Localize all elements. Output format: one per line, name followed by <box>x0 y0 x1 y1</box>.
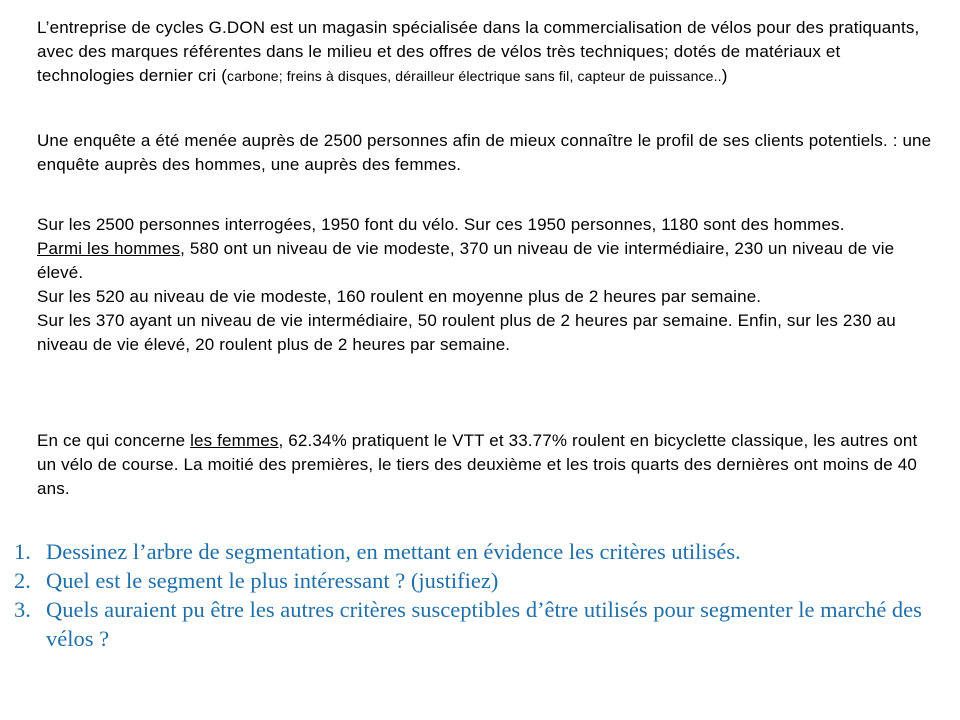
question-text: Dessinez l’arbre de segmentation, en mettant en évidence les critères utilisés. <box>46 539 741 564</box>
men-underline: Parmi les hommes <box>37 239 181 258</box>
intro-detail: carbone; freins à disques, dérailleur électrique sans fil, capteur de puissance.. <box>227 68 722 84</box>
question-text: Quel est le segment le plus intéressant ? (justifiez) <box>46 568 499 593</box>
women-before: En ce qui concerne <box>37 431 191 450</box>
intro-text: L’entreprise de cycles G.DON est un magasin spécialisée dans la commercialisation de vélos pour des pratiquants, avec des marques référentes dans le milieu et des offres de vélos très techniques; dotés de matériaux et technologies dernier cri ( <box>37 18 920 85</box>
women-paragraph <box>37 429 937 501</box>
men-line-3: Sur les 520 au niveau de vie modeste, 160 roulent en moyenne plus de 2 heures par semaine. <box>37 287 762 306</box>
men-line-2-rest: , 580 ont un niveau de vie modeste, 370 un niveau de vie intermédiaire, 230 un niveau de vie élevé. <box>37 239 895 282</box>
survey-paragraph <box>37 129 937 177</box>
question-number: 2. <box>14 568 31 593</box>
question-text: Quels auraient pu être les autres critères susceptibles d’être utilisés pour segmenter le marché des vélos ? <box>46 597 922 651</box>
question-number: 3. <box>14 597 31 622</box>
men-line-1: Sur les 2500 personnes interrogées, 1950 font du vélo. Sur ces 1950 personnes, 1180 sont des hommes. <box>37 215 845 234</box>
women-after: , 62.34% pratiquent le VTT et 33.77% roulent en bicyclette classique, les autres ont un vélo de course. La moitié des premières, le tiers des deuxième et les trois quarts des dernières ont moins de 40 ans. <box>37 431 918 498</box>
question-item <box>14 537 944 566</box>
intro-close: ) <box>721 66 728 85</box>
question-number: 1. <box>14 539 31 564</box>
survey-text: Une enquête a été menée auprès de 2500 personnes afin de mieux connaître le profil de ses clients potentiels. : une enquête auprès des hommes, une auprès des femmes. <box>37 131 932 174</box>
intro-paragraph <box>37 16 937 88</box>
men-line-4: Sur les 370 ayant un niveau de vie intermédiaire, 50 roulent plus de 2 heures par semaine. Enfin, sur les 230 au niveau de vie élevé, 20 roulent plus de 2 heures par semaine. <box>37 311 896 354</box>
men-line-2 <box>37 237 937 285</box>
women-underline: les femmes <box>190 431 279 450</box>
question-list <box>14 537 944 653</box>
question-item <box>14 595 944 653</box>
question-item <box>14 566 944 595</box>
men-paragraph <box>37 213 937 357</box>
